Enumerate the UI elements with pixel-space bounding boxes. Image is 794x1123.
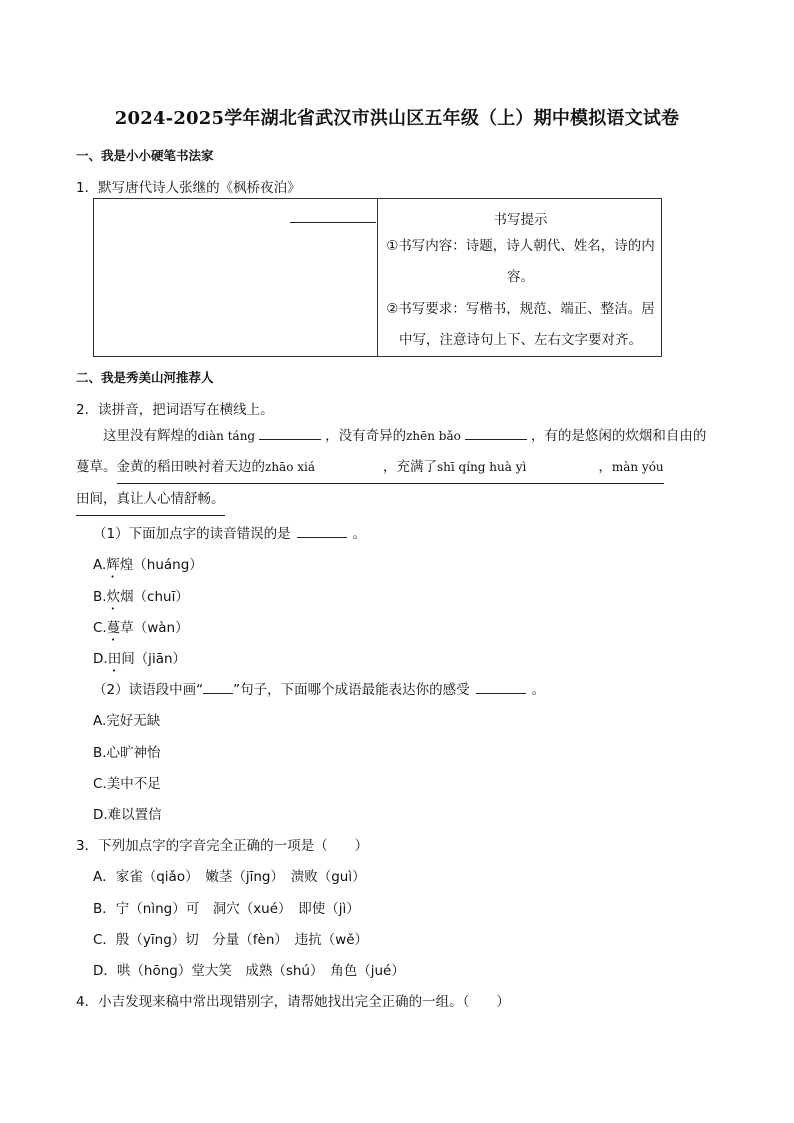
option-d[interactable]: D．哄（hōng）堂大笑 成熟（shú） 角色（jué）	[93, 963, 405, 979]
option-b[interactable]: B．宁（nìng）可 洞穴（xué） 即使（jì）	[93, 901, 360, 917]
sub-question-2: （2）读语段中画“ ”句子，下面哪个成语最能表达你的感受 。	[93, 682, 546, 698]
passage-text: 这里没有辉煌的	[103, 428, 198, 444]
option-c[interactable]: C.美中不足	[93, 776, 161, 792]
answer-blank[interactable]	[465, 427, 527, 440]
pinyin-4: shī qíng huà yì	[437, 460, 527, 474]
option-c[interactable]: C.蔓草（wàn）	[93, 620, 189, 636]
section-2-heading: 二、我是秀美山河推荐人	[76, 370, 214, 385]
tip-content: ①书写内容：诗题，诗人朝代、姓名，诗的内容。	[386, 238, 655, 285]
pinyin-3: zhāo xiá	[265, 460, 316, 474]
tip-requirement: ②书写要求：写楷书，规范、端正、整洁。居中写，注意诗句上下、左右文字要对齐。	[386, 301, 655, 348]
answer-blank[interactable]	[297, 525, 347, 538]
option-a[interactable]: A.辉煌（huáng）	[93, 557, 203, 573]
option-c[interactable]: C．殷（yīng）切 分量（fèn） 违抗（wě）	[93, 932, 369, 948]
question-1: 1．默写唐代诗人张继的《枫桥夜泊》	[76, 180, 301, 196]
option-a[interactable]: A．家雀（qiǎo） 嫩茎（jīng） 溃败（guì）	[93, 869, 366, 885]
pinyin-2: zhēn bǎo	[406, 429, 461, 443]
pinyin-5: màn yóu	[611, 460, 664, 474]
answer-blank[interactable]	[476, 681, 526, 694]
page-title: 2024-2025学年湖北省武汉市洪山区五年级（上）期中模拟语文试卷	[114, 108, 680, 129]
sub-question-1: （1）下面加点字的读音错误的是 。	[93, 526, 367, 542]
question-2: 2．读拼音，把词语写在横线上。	[76, 402, 274, 418]
underlined-sentence: 金黄的稻田映衬着天边的zhāo xiá ，充满了shī qíng huà yì ，màn yóu	[117, 452, 664, 484]
passage-text: 蔓草。	[76, 459, 117, 475]
section-1-heading: 一、我是小小硬笔书法家	[76, 148, 214, 163]
underline-mark	[203, 681, 233, 694]
option-d[interactable]: D.难以置信	[93, 807, 162, 823]
option-b[interactable]: B.炊烟（chuī）	[93, 589, 189, 605]
passage-text: ，有的是悠闲的炊烟和自由的	[530, 428, 707, 444]
passage-text: ，没有奇异的	[325, 428, 407, 444]
title-blank[interactable]	[290, 222, 376, 223]
option-b[interactable]: B.心旷神怡	[93, 745, 161, 761]
tips-heading: 书写提示	[493, 212, 548, 228]
underlined-sentence-end: 田间，真让人心情舒畅。	[76, 484, 225, 516]
question-3: 3．下列加点字的字音完全正确的一项是（ ）	[76, 838, 369, 854]
option-d[interactable]: D.田间（jiān）	[93, 651, 187, 667]
passage	[76, 421, 719, 516]
option-a[interactable]: A.完好无缺	[93, 713, 161, 729]
question-4: 4．小吉发现来稿中常出现错别字，请帮她找出完全正确的一组。（ ）	[76, 994, 510, 1010]
pinyin-1: diàn táng	[197, 429, 256, 443]
writing-table	[93, 198, 662, 357]
answer-blank[interactable]	[259, 427, 321, 440]
